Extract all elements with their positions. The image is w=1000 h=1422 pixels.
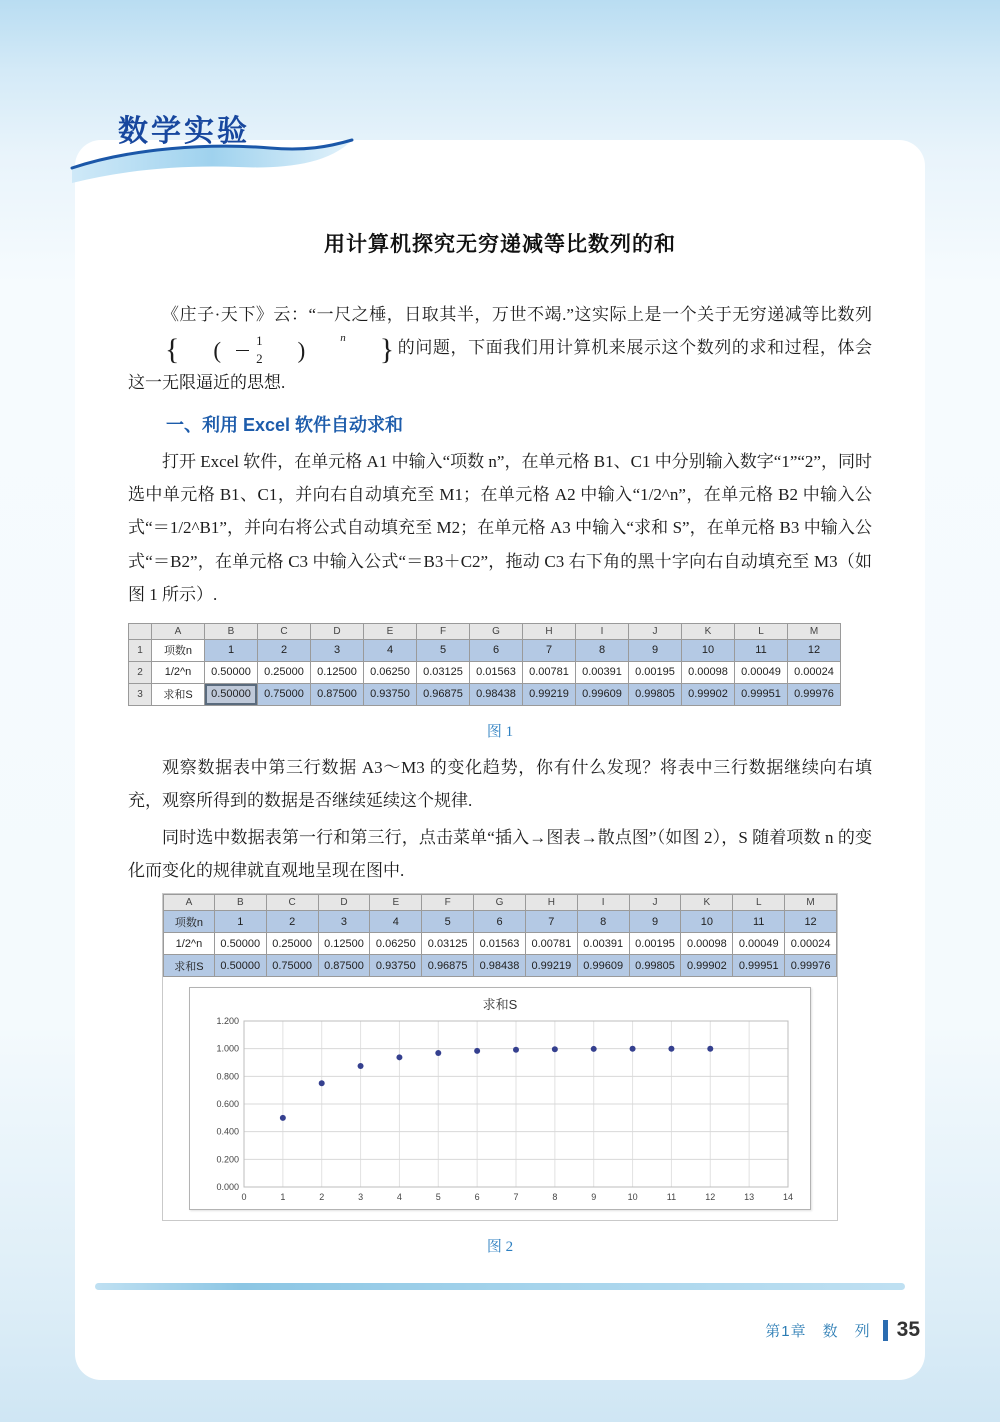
data-point xyxy=(396,1055,402,1061)
column-letter-cell: H xyxy=(523,623,576,639)
data-point xyxy=(552,1047,558,1053)
corner-cell xyxy=(129,623,152,639)
data-cell: 0.99902 xyxy=(681,955,733,977)
column-letter-cell: E xyxy=(364,623,417,639)
x-tick-label: 0 xyxy=(241,1192,247,1203)
data-cell: 1 xyxy=(214,911,266,933)
data-cell: 0.99976 xyxy=(785,955,837,977)
figure2-caption: 图 2 xyxy=(486,1239,514,1256)
x-tick-label: 11 xyxy=(666,1192,677,1203)
exponent: n xyxy=(340,332,346,345)
data-cell: 0.00391 xyxy=(577,933,629,955)
data-cell: 0.00049 xyxy=(735,661,788,683)
y-tick-label: 0.000 xyxy=(216,1182,239,1193)
data-cell: 0.98438 xyxy=(470,683,523,705)
sheet-row xyxy=(129,661,841,683)
sheet-row xyxy=(164,933,837,955)
column-letter-cell: H xyxy=(525,895,577,911)
left-paren: ( xyxy=(213,337,222,363)
intro-paragraph xyxy=(128,298,872,399)
data-cell: 9 xyxy=(629,639,682,661)
data-cell: 0.50000 xyxy=(205,683,258,705)
excel-steps-paragraph: 打开 Excel 软件，在单元格 A1 中输入“项数 n”，在单元格 B1、C1 中分别输入数字“1”“2”，同时选中单元格 B1、C1，并向右自动填充至 M1；在单元格 A2 中输入“1/2^n”，在单元格 B2 中输入公式“＝1/2^B1”，并向右将公式自动填充至 M2；在单元格 A3 中输入“求和 S”，在单元格 B3 中输入公式“＝B2”，在单元格 C3 中输入公式“＝B3＋C2”，拖动 C3 右下角的黑十字向右自动填充至 M3（如图 1 所示）. xyxy=(128,452,872,604)
data-cell: 8 xyxy=(576,639,629,661)
row-label-cell: 求和S xyxy=(152,683,205,705)
x-tick-label: 14 xyxy=(782,1192,794,1203)
data-cell: 0.50000 xyxy=(205,661,258,683)
section-heading: 一、利用 Excel 软件自动求和 xyxy=(166,415,404,436)
column-letter-cell: B xyxy=(205,623,258,639)
data-cell: 0.87500 xyxy=(311,683,364,705)
column-letter-cell: C xyxy=(258,623,311,639)
row-label-cell: 求和S xyxy=(164,955,215,977)
content-card xyxy=(75,140,925,1380)
intro-text-before: 《庄子·天下》云：“一尺之棰，日取其半，万世不竭.”这实际上是一个关于无穷递减等比数列 xyxy=(162,305,872,324)
sheet-row xyxy=(129,639,841,661)
data-cell: 2 xyxy=(258,639,311,661)
data-cell: 8 xyxy=(577,911,629,933)
column-letter-cell: I xyxy=(577,895,629,911)
data-cell: 0.99609 xyxy=(576,683,629,705)
row-label-cell: 1/2^n xyxy=(164,933,215,955)
data-cell: 0.50000 xyxy=(214,933,266,955)
y-tick-label: 1.000 xyxy=(216,1044,239,1055)
data-point xyxy=(435,1050,441,1056)
page-number: 35 xyxy=(896,1318,920,1341)
y-tick-label: 0.800 xyxy=(216,1071,239,1082)
data-cell: 0.00781 xyxy=(523,661,576,683)
data-cell: 4 xyxy=(364,639,417,661)
data-cell: 0.99902 xyxy=(682,683,735,705)
column-letter-cell: M xyxy=(785,895,837,911)
column-letter-cell: J xyxy=(629,895,681,911)
figure1-caption: 图 1 xyxy=(486,723,514,740)
data-cell: 0.99976 xyxy=(788,683,841,705)
y-tick-label: 0.200 xyxy=(216,1154,239,1165)
x-tick-label: 3 xyxy=(358,1192,364,1203)
data-cell: 0.25000 xyxy=(266,933,318,955)
data-cell: 0.99805 xyxy=(629,955,681,977)
page-footer xyxy=(765,1318,920,1342)
data-cell: 5 xyxy=(422,911,474,933)
x-tick-label: 8 xyxy=(552,1192,558,1203)
data-cell: 9 xyxy=(629,911,681,933)
data-cell: 7 xyxy=(525,911,577,933)
data-point xyxy=(319,1081,325,1087)
data-cell: 7 xyxy=(523,639,576,661)
data-cell: 0.00049 xyxy=(733,933,785,955)
fraction-numerator: 1 xyxy=(256,333,263,349)
data-cell: 10 xyxy=(682,639,735,661)
data-cell: 0.00024 xyxy=(788,661,841,683)
observe-paragraph: 观察数据表中第三行数据 A3～M3 的变化趋势，你有什么发现？将表中三行数据继续向右填充，观察所得到的数据是否继续延续这个规律. xyxy=(128,757,872,810)
column-letter-cell: L xyxy=(733,895,785,911)
column-letter-cell: G xyxy=(474,895,526,911)
data-cell: 3 xyxy=(311,639,364,661)
data-point xyxy=(358,1063,364,1069)
column-letter-cell: F xyxy=(422,895,474,911)
data-cell: 0.75000 xyxy=(266,955,318,977)
data-cell: 0.12500 xyxy=(318,933,370,955)
scatter-chart-svg xyxy=(200,1015,800,1207)
data-cell: 10 xyxy=(681,911,733,933)
data-cell: 0.99219 xyxy=(523,683,576,705)
data-cell: 0.98438 xyxy=(474,955,526,977)
data-point xyxy=(513,1047,519,1053)
row-label-cell: 项数n xyxy=(164,911,215,933)
column-letter-cell: J xyxy=(629,623,682,639)
data-cell: 11 xyxy=(735,639,788,661)
data-cell: 0.12500 xyxy=(311,661,364,683)
data-cell: 0.99609 xyxy=(577,955,629,977)
column-letter-cell: L xyxy=(735,623,788,639)
column-letter-row xyxy=(164,895,837,911)
data-cell: 6 xyxy=(474,911,526,933)
excel-table-fig2 xyxy=(163,894,837,977)
y-tick-label: 0.600 xyxy=(216,1099,239,1110)
right-paren: ) xyxy=(297,337,306,363)
x-tick-label: 9 xyxy=(591,1192,597,1203)
data-point xyxy=(707,1046,713,1052)
data-cell: 5 xyxy=(417,639,470,661)
row-label-cell: 项数n xyxy=(152,639,205,661)
chart-title: 求和S xyxy=(482,997,518,1013)
data-cell: 12 xyxy=(788,639,841,661)
data-cell: 0.00781 xyxy=(525,933,577,955)
column-letter-cell: I xyxy=(576,623,629,639)
sheet-row xyxy=(129,683,841,705)
fraction-denominator: 2 xyxy=(256,350,263,366)
x-tick-label: 5 xyxy=(435,1192,441,1203)
data-cell: 4 xyxy=(370,911,422,933)
column-letter-cell: K xyxy=(682,623,735,639)
column-letter-cell: M xyxy=(788,623,841,639)
sheet-row xyxy=(164,911,837,933)
data-cell: 0.00195 xyxy=(629,933,681,955)
data-cell: 0.00195 xyxy=(629,661,682,683)
x-tick-label: 13 xyxy=(744,1192,755,1203)
data-point xyxy=(474,1048,480,1054)
x-tick-label: 1 xyxy=(280,1192,286,1203)
x-tick-label: 12 xyxy=(705,1192,716,1203)
page-header-label: 数学实验 xyxy=(118,115,250,148)
data-cell: 0.01563 xyxy=(470,661,523,683)
footer-bar-icon xyxy=(883,1320,888,1341)
data-cell: 6 xyxy=(470,639,523,661)
x-tick-label: 2 xyxy=(319,1192,325,1203)
data-point xyxy=(591,1046,597,1052)
left-brace: { xyxy=(165,333,180,367)
geometric-sequence-formula xyxy=(131,334,394,366)
column-letter-cell: C xyxy=(266,895,318,911)
data-cell: 0.00391 xyxy=(576,661,629,683)
data-cell: 0.25000 xyxy=(258,661,311,683)
data-cell: 0.99805 xyxy=(629,683,682,705)
data-cell: 0.93750 xyxy=(364,683,417,705)
column-letter-cell: B xyxy=(214,895,266,911)
data-cell: 11 xyxy=(733,911,785,933)
scatter-chart-box xyxy=(189,987,811,1210)
data-cell: 0.00098 xyxy=(681,933,733,955)
data-cell: 0.00098 xyxy=(682,661,735,683)
data-cell: 0.75000 xyxy=(258,683,311,705)
data-cell: 0.96875 xyxy=(417,683,470,705)
right-brace: } xyxy=(379,333,395,367)
footer-divider xyxy=(95,1283,905,1290)
figure2-panel xyxy=(162,893,838,1221)
chart-instruction-paragraph: 同时选中数据表第一行和第三行，点击菜单“插入→图表→散点图”（如图 2），S 随着项数 n 的变化而变化的规律就直观地呈现在图中. xyxy=(128,828,872,881)
data-cell: 0.99951 xyxy=(733,955,785,977)
data-point xyxy=(280,1115,286,1121)
row-number-cell: 2 xyxy=(129,661,152,683)
doc-title: 用计算机探究无穷递减等比数列的和 xyxy=(324,232,676,256)
data-cell: 0.93750 xyxy=(370,955,422,977)
fraction-bar xyxy=(236,350,249,351)
data-cell: 0.06250 xyxy=(364,661,417,683)
data-cell: 2 xyxy=(266,911,318,933)
data-cell: 0.96875 xyxy=(422,955,474,977)
y-tick-label: 0.400 xyxy=(216,1127,239,1138)
data-cell: 12 xyxy=(785,911,837,933)
x-tick-label: 7 xyxy=(513,1192,519,1203)
data-cell: 0.06250 xyxy=(370,933,422,955)
data-cell: 0.03125 xyxy=(417,661,470,683)
y-tick-label: 1.200 xyxy=(216,1016,239,1027)
row-number-cell: 1 xyxy=(129,639,152,661)
column-letter-cell: K xyxy=(681,895,733,911)
column-letter-cell: A xyxy=(164,895,215,911)
column-letter-cell: A xyxy=(152,623,205,639)
column-letter-row xyxy=(129,623,841,639)
column-letter-cell: F xyxy=(417,623,470,639)
data-cell: 0.00024 xyxy=(785,933,837,955)
data-cell: 3 xyxy=(318,911,370,933)
chapter-label: 第1章 数 列 xyxy=(765,1322,871,1340)
data-cell: 0.87500 xyxy=(318,955,370,977)
excel-table-fig1 xyxy=(128,623,841,706)
x-tick-label: 6 xyxy=(474,1192,480,1203)
data-cell: 0.03125 xyxy=(422,933,474,955)
sheet-row xyxy=(164,955,837,977)
row-number-cell: 3 xyxy=(129,683,152,705)
x-tick-label: 4 xyxy=(396,1192,402,1203)
data-cell: 0.01563 xyxy=(474,933,526,955)
data-point xyxy=(668,1046,674,1052)
column-letter-cell: D xyxy=(318,895,370,911)
row-label-cell: 1/2^n xyxy=(152,661,205,683)
data-point xyxy=(630,1046,636,1052)
column-letter-cell: G xyxy=(470,623,523,639)
data-cell: 0.50000 xyxy=(214,955,266,977)
x-tick-label: 10 xyxy=(627,1192,638,1203)
column-letter-cell: D xyxy=(311,623,364,639)
data-cell: 0.99219 xyxy=(525,955,577,977)
intro-text-after: 的问题，下面我们用计算机来展示这个数列的求和过程，体会这一无限逼近的思想. xyxy=(128,338,872,392)
fraction xyxy=(222,334,263,366)
data-cell: 1 xyxy=(205,639,258,661)
column-letter-cell: E xyxy=(370,895,422,911)
data-cell: 0.99951 xyxy=(735,683,788,705)
